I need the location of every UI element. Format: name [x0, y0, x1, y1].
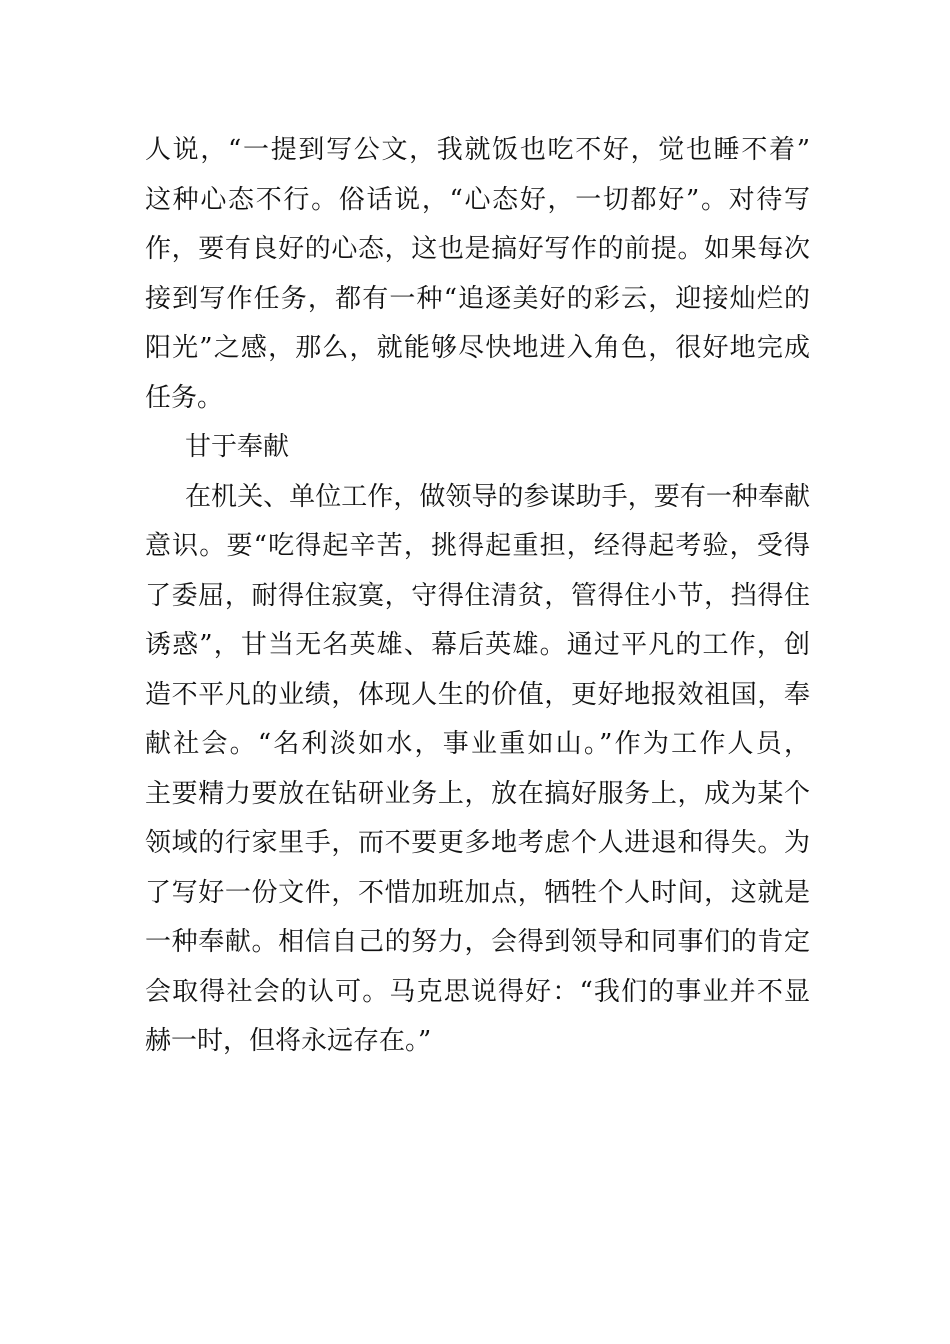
paragraph-line: 意识。要“吃得起辛苦，挑得起重担，经得起考验，受得 [145, 531, 810, 561]
paragraph-line: 这种心态不行。俗话说，“心态好，一切都好”。对待写 [145, 184, 810, 215]
section-heading: 甘于奉献 [185, 432, 290, 462]
paragraph-dedication [145, 473, 810, 1067]
paragraph-writing-mindset [145, 126, 810, 423]
paragraph-line: 赫一时，但将永远存在。” [145, 1026, 432, 1056]
paragraph-line: 了委屈，耐得住寂寞，守得住清贫，管得住小节，挡得住 [145, 580, 810, 611]
paragraph-line: 会取得社会的认可。马克思说得好：“我们的事业并不显 [145, 976, 810, 1007]
paragraph-line: 了写好一份文件，不惜加班加点，牺牲个人时间，这就是 [145, 877, 810, 908]
paragraph-line: 献社会。“名利淡如水，事业重如山。”作为工作人员， [145, 729, 810, 759]
paragraph-line: 阳光”之感，那么，就能够尽快地进入角色，很好地完成 [145, 333, 810, 363]
paragraph-line: 主要精力要放在钻研业务上，放在搞好服务上，成为某个 [145, 778, 810, 809]
paragraph-line: 领域的行家里手，而不要更多地考虑个人进退和得失。为 [145, 828, 810, 858]
document-body [145, 126, 810, 1067]
paragraph-line: 在机关、单位工作，做领导的参谋助手，要有一种奉献 [185, 481, 810, 512]
paragraph-line: 一种奉献。相信自己的努力，会得到领导和同事们的肯定 [145, 927, 810, 957]
paragraph-line: 任务。 [145, 382, 224, 413]
paragraph-line: 接到写作任务，都有一种“追逐美好的彩云，迎接灿烂的 [145, 283, 810, 314]
paragraph-line: 人说，“一提到写公文，我就饭也吃不好，觉也睡不着” [145, 135, 810, 165]
paragraph-line: 作，要有良好的心态，这也是搞好写作的前提。如果每次 [145, 234, 810, 264]
paragraph-line: 诱惑”，甘当无名英雄、幕后英雄。通过平凡的工作，创 [145, 630, 810, 660]
paragraph-line: 造不平凡的业绩，体现人生的价值，更好地报效祖国，奉 [145, 679, 810, 710]
